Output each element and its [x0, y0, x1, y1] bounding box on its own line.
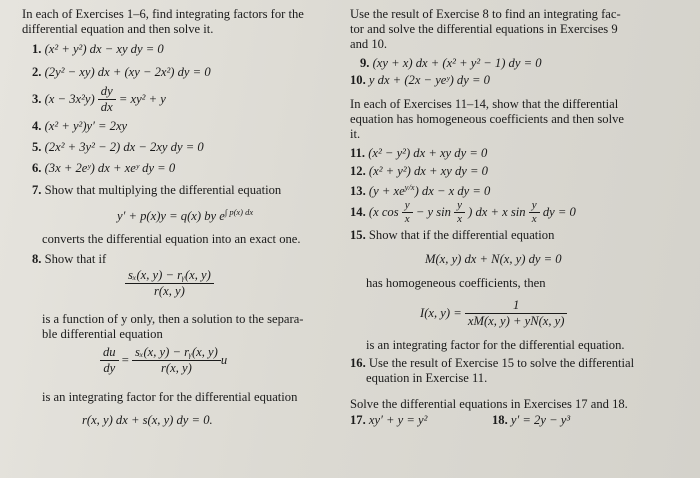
exercise-8-line-3: is an integrating factor for the differential equation [42, 390, 298, 404]
exercise-number: 4. [32, 119, 42, 133]
rhs-fraction [132, 345, 221, 377]
exercise-15-text [350, 228, 554, 243]
equation: (x² + y²) dx + xy dy = 0 [368, 164, 488, 178]
equation-part: (x cos [368, 204, 399, 219]
exercise-number: 10. [350, 73, 366, 87]
equation: r(x, y) dx + s(x, y) dy = 0. [82, 413, 213, 427]
exercise-text: Show that if [44, 252, 107, 266]
exercise-7-equation [117, 207, 253, 225]
equation: xy′ + y = y² [368, 413, 428, 427]
equation: (3x + 2eʸ) dx + xeʸ dy = 0 [44, 161, 176, 175]
exercise-8-final [82, 413, 213, 428]
exercise-15-line-2: is an integrating factor for the differential equation. [366, 338, 625, 352]
exercise-number: 8. [32, 252, 42, 266]
exercise-number: 6. [32, 161, 42, 175]
fraction [465, 298, 568, 330]
exercise-7-text [32, 183, 281, 198]
rhs-tail: u [220, 352, 228, 367]
denominator: r(x, y) [161, 361, 192, 376]
exercise-number: 2. [32, 65, 42, 79]
exercise-number: 17. [350, 413, 366, 427]
final-intro: Solve the differential equations in Exercises 17 and 18. [350, 397, 628, 411]
equation-part: ) dx − x dy = 0 [414, 184, 491, 199]
denominator: x [531, 213, 537, 226]
exercise-17 [350, 413, 427, 428]
equation: M(x, y) dx + N(x, y) dy = 0 [425, 252, 562, 266]
equation: (x² − y²) dx + xy dy = 0 [368, 146, 488, 160]
exercise-number: 9. [360, 56, 370, 70]
equation: y′ = 2y − y³ [510, 413, 571, 427]
exercise-12 [350, 164, 488, 179]
equation-part: (y + xe [368, 184, 405, 199]
equation: (x² + y²) dx − xy dy = 0 [44, 42, 164, 56]
exercise-number: 18. [492, 413, 508, 427]
denominator: dx [100, 100, 113, 115]
denominator: x [457, 213, 462, 226]
exercise-7-tail: converts the differential equation into an exact one. [42, 232, 301, 246]
equation: (x² + y²)y′ = 2xy [44, 119, 128, 133]
equation-part: (x − 3x²y) [44, 91, 95, 106]
exercise-15-line-1: has homogeneous coefficients, then [366, 276, 546, 290]
exercise-8-text [32, 252, 106, 267]
exercise-8-line-1: is a function of y only, then a solution to the separa- [42, 312, 304, 326]
numerator: du [100, 345, 119, 361]
equation: (2x² + 3y² − 2) dx − 2xy dy = 0 [44, 140, 204, 154]
derivative-fraction [98, 84, 116, 116]
exercise-15-integrating-factor [420, 298, 567, 330]
left-column [20, 0, 350, 478]
intro2-line-2: equation has homogeneous coefficients and then solve [350, 112, 624, 126]
right-column [350, 0, 695, 478]
exercise-number: 13. [350, 184, 366, 199]
exercise-number: 5. [32, 140, 42, 154]
exercise-15-equation [425, 252, 562, 267]
exercise-number: 15. [350, 228, 366, 242]
denominator: r(x, y) [154, 284, 185, 299]
y-over-x-fraction [402, 199, 413, 227]
y-over-x-fraction [454, 199, 465, 227]
equation: y′ + p(x)y = q(x) by e [117, 209, 225, 224]
exercise-13 [350, 182, 490, 200]
exercise-number: 11. [350, 146, 366, 160]
exercise-10 [350, 73, 490, 88]
numerator: y [402, 199, 413, 213]
exercise-14 [350, 199, 576, 227]
equation-part: dy = 0 [542, 204, 576, 219]
equation-part: ) dx + x sin [468, 204, 526, 219]
exercise-8-line-2: ble differential equation [42, 327, 163, 341]
exercise-1 [32, 42, 164, 57]
equation: (2y² − xy) dx + (xy − 2x²) dy = 0 [44, 65, 211, 79]
intro-line-2: differential equation and then solve it. [22, 22, 214, 36]
exercise-6 [32, 161, 175, 176]
exercise-text: Show that if the differential equation [368, 228, 555, 242]
equation-part: = xy² + y [118, 91, 166, 106]
exercise-4 [32, 119, 127, 134]
intro-line-3: and 10. [350, 37, 388, 51]
equation: (xy + x) dx + (x² + y² − 1) dy = 0 [372, 56, 542, 70]
exercise-2 [32, 65, 211, 80]
exercise-18 [492, 413, 570, 428]
exercise-number: 3. [32, 91, 42, 106]
exercise-number: 12. [350, 164, 366, 178]
numerator: y [454, 199, 465, 213]
y-over-x-fraction [529, 199, 540, 227]
exercise-number: 14. [350, 204, 366, 219]
equation: y dx + (2x − yeʸ) dy = 0 [368, 73, 490, 87]
numerator: y [529, 199, 540, 213]
exercise-16-line-1 [350, 356, 634, 371]
exercise-9 [360, 56, 542, 71]
exercise-16-line-2: equation in Exercise 11. [366, 371, 488, 385]
exponent: y/x [404, 182, 415, 192]
numerator: dy [98, 84, 116, 100]
intro2-line-3: it. [350, 127, 361, 141]
exercise-5 [32, 140, 204, 155]
numerator: sₓ(x, y) − rᵧ(x, y) [132, 345, 221, 361]
exercise-number: 1. [32, 42, 42, 56]
denominator: x [404, 213, 410, 226]
exercise-text: Show that multiplying the differential equation [44, 183, 282, 197]
intro-line-1: Use the result of Exercise 8 to find an integrating fac- [350, 7, 621, 21]
lhs: I(x, y) = [420, 305, 462, 320]
exponent: ∫ p(x) dx [224, 207, 254, 217]
exercise-text: Use the result of Exercise 15 to solve the differential [368, 356, 635, 370]
numerator: 1 [465, 298, 568, 314]
exercise-8-fraction [125, 268, 214, 300]
fraction [125, 268, 214, 300]
exercise-number: 16. [350, 356, 366, 370]
exercise-11 [350, 146, 487, 161]
intro-line-1: In each of Exercises 1–6, find integrating factors for the [22, 7, 304, 21]
du-dy-fraction [100, 345, 119, 377]
exercise-8-ode: $\frac{du}{dy}$ = $\frac{\text{sₓ(x, y) − rᵧ(x, y)}}{r(x, y)}$ u [100, 345, 227, 377]
denominator: xM(x, y) + yN(x, y) [467, 314, 565, 329]
exercise-number: 7. [32, 183, 42, 197]
numerator: sₓ(x, y) − rᵧ(x, y) [125, 268, 214, 284]
intro-line-2: tor and solve the differential equations in Exercises 9 [350, 22, 618, 36]
exercise-3 [32, 84, 166, 116]
denominator: dy [103, 361, 116, 376]
equation-part: − y sin [415, 204, 451, 219]
intro2-line-1: In each of Exercises 11–14, show that the differential [350, 97, 619, 111]
